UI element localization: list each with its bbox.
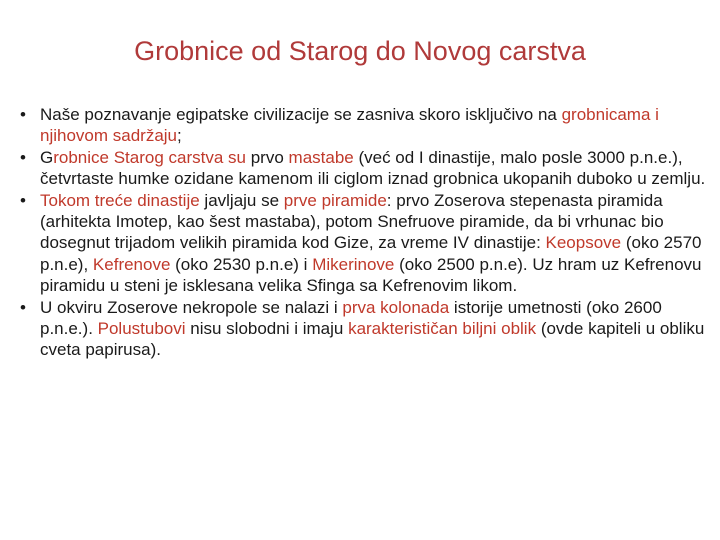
bullet-item <box>16 190 706 297</box>
highlighted-text: Tokom treće dinastije <box>40 190 200 210</box>
highlighted-text: prva kolonada <box>342 297 450 317</box>
slide-title: Grobnice od Starog do Novog carstva <box>134 36 586 66</box>
highlighted-text: grobnicama i njihovom sadržaju <box>40 105 659 146</box>
text-segment: (oko 2500 p.n.e). Uz hram uz Kefrenovu piramidu u steni je isklesana velika Sfinga sa Kefrenovim likom. <box>40 254 702 296</box>
highlighted-text: mastabe <box>288 147 354 167</box>
text-segment: prvo <box>246 147 289 167</box>
bullet-text <box>40 298 704 360</box>
text-segment: Naše poznavanje egipatske civilizacije se zasniva skoro isključivo na <box>40 105 562 124</box>
bullet-icon: • <box>20 297 26 317</box>
highlighted-text: robnice Starog carstva su <box>53 147 246 167</box>
highlighted-text: prve piramide <box>283 190 387 210</box>
bullet-text <box>40 191 702 296</box>
text-segment: G <box>40 147 54 167</box>
text-segment: istorije umetnosti (oko 2600 p.n.e.). <box>40 297 662 339</box>
highlighted-text: Mikerinove <box>312 254 395 274</box>
bullet-icon: • <box>20 105 26 124</box>
highlighted-text: Kefrenove <box>92 254 171 274</box>
text-segment: javljaju se <box>199 190 284 210</box>
bullet-item <box>16 147 706 190</box>
text-segment: : prvo Zoserova stepenasta piramida (arhitekta Imotep, kao šest mastaba), potom Snefruove piramide, da bi vrhunac bio dosegnut trijadom velikih piramida kod Gize, za vreme IV dinastije: <box>40 190 664 253</box>
text-segment: (oko 2530 p.n.e) i <box>170 254 313 274</box>
highlighted-text: karakterističan biljni oblik <box>348 319 537 339</box>
bullet-item <box>16 297 706 361</box>
highlighted-text: Keopsove <box>545 233 622 253</box>
text-segment: ; <box>177 126 182 146</box>
bullet-list <box>16 104 706 361</box>
bullet-text <box>40 148 705 188</box>
bullet-icon: • <box>20 190 26 210</box>
bullet-text <box>40 105 659 145</box>
text-segment: nisu slobodni i imaju <box>185 319 349 339</box>
text-segment: U okviru Zoserove nekropole se nalazi i <box>40 297 343 317</box>
text-segment: (već od I dinastije, malo posle 3000 p.n.e.), četvrtaste humke ozidane kamenom ili ciglom iznad grobnica ukopanih duboko u zemlju. <box>40 147 706 189</box>
text-segment: (oko 2570 p.n.e), <box>40 233 702 274</box>
bullet-icon: • <box>20 147 26 167</box>
bullet-item <box>16 104 706 147</box>
text-segment: (ovde kapiteli u obliku cveta papirusa). <box>40 319 705 360</box>
highlighted-text: Polustubovi <box>97 319 186 339</box>
